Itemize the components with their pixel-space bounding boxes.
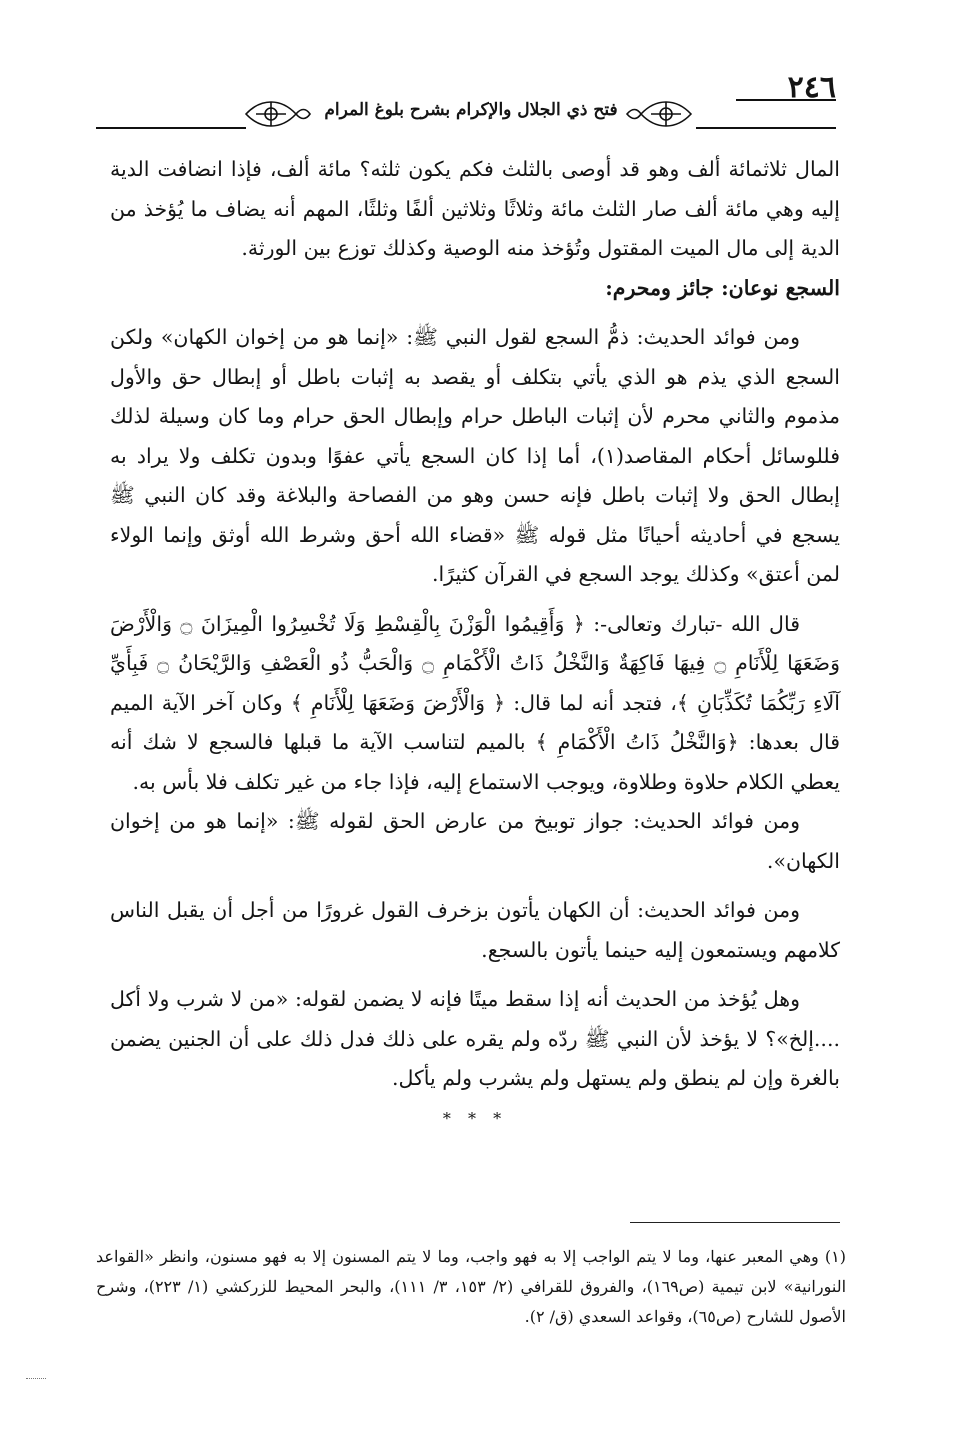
paragraph: وهل يُؤخذ من الحديث أنه إذا سقط ميتًا فإنه لا يضمن لقوله: «من لا شرب ولا أكل ....إلخ»؟ لا يؤخذ لأن النبي ﷺ ردّه ولم يقره على ذلك فدل ذلك على أن الجنين يضمن بالغرة وإن لم ينطق ولم يستهل ولم يشرب ولم يأكل. (110, 987, 840, 1090)
section-heading: السجع نوعان: جائز ومحرم: (605, 275, 840, 300)
paragraph: المال ثلاثمائة ألف وهو قد أوصى بالثلث فكم يكون ثلثه؟ مائة ألف، فإذا انضافت الدية إليه وهي مائة ألف صار الثلث مائة وثلاثًا وثلاثين ألفًا وثلثًا، المهم أنه يضاف ما يُؤخذ من الدية إلى مال الميت المقتول وتُؤخذ منه الوصية وكذلك توزع بين الورثة. (110, 157, 840, 260)
scan-mark (26, 1378, 46, 1379)
footnote-item: (١) وهي المعبر عنها، وما لا يتم الواجب إلا به فهو واجب، وما لا يتم المسنون إلا به فهو مسنون، وانظر «القواعد النورانية» لابن تيمية (ص١٦٩)، والفروق للقرافي (٢/ ١٥٣، ٣/ ١١١)، والبحر المحيط للزركشي (١/ ٢٢٣)، وشرح الأصول للشارح (ص٦٥)، وقواعد السعدي (ق/ ٢). (96, 1247, 847, 1326)
paragraph: ومن فوائد الحديث: أن الكهان يأتون بزخرف القول غرورًا من أجل أن يقبل الناس كلامهم ويستمعون إليه حينما يأتون بالسجع. (110, 898, 840, 962)
footnotes (96, 1242, 846, 1332)
section-separator: * * * (442, 1108, 508, 1128)
page-number: ٢٤٦ (787, 70, 836, 105)
main-text (110, 150, 840, 1138)
right-ornament-icon (627, 102, 691, 126)
left-ornament-icon (246, 102, 310, 126)
running-title: فتح ذي الجلال والإكرام بشرح بلوغ المرام (324, 100, 618, 120)
footnote-divider (630, 1222, 840, 1223)
paragraph: ومن فوائد الحديث: ذمُّ السجع لقول النبي ﷺ: «إنما هو من إخوان الكهان» ولكن السجع الذي يذم هو الذي يأتي بتكلف أو يقصد به إثبات باطل أو إبطال حق والأول مذموم والثاني محرم لأن إثبات الباطل حرام وإبطال الحق حرام وما كان وسيلة لذلك فللوسائل أحكام المقاصد(١)، أما إذا كان السجع يأتي عفوًا وبدون تكلف ولا يراد به إبطال الحق ولا إثبات باطل فإنه حسن وهو من الفصاحة والبلاغة وقد كان النبي ﷺ يسجع في أحاديثه أحيانًا مثل قوله ﷺ «قضاء الله أحق وشرط الله أوثق وإنما الولاء لمن أعتق» وكذلك يوجد السجع في القرآن كثيرًا. (110, 325, 840, 586)
paragraph: ومن فوائد الحديث: جواز توبيخ من عارض الحق لقوله ﷺ: «إنما هو من إخوان الكهان». (110, 809, 840, 873)
paragraph: قال الله -تبارك وتعالى-: ﴿ وَأَقِيمُوا الْوَزْنَ بِالْقِسْطِ وَلَا تُخْسِرُوا الْمِيزَانَ ۝ وَالْأَرْضَ وَضَعَهَا لِلْأَنَامِ ۝ فِيهَا فَاكِهَةٌ وَالنَّخْلُ ذَاتُ الْأَكْمَامِ ۝ وَالْحَبُّ ذُو الْعَصْفِ وَالرَّيْحَانُ ۝ فَبِأَيِّ آلَاءِ رَبِّكُمَا تُكَذِّبَانِ ﴾، فتجد أنه لما قال: ﴿ وَالْأَرْضَ وَضَعَهَا لِلْأَنَامِ ﴾ وكان آخر الآية الميم قال بعدها: ﴿وَالنَّخْلُ ذَاتُ الْأَكْمَامِ ﴾ بالميم لتناسب الآية ما قبلها فالسجع لا شك أنه يعطي الكلام حلاوة وطلاوة، ويوجب الاستماع إليه، فإذا جاء من غير تكلف فلا بأس به. (110, 611, 840, 794)
page-header (96, 70, 836, 140)
